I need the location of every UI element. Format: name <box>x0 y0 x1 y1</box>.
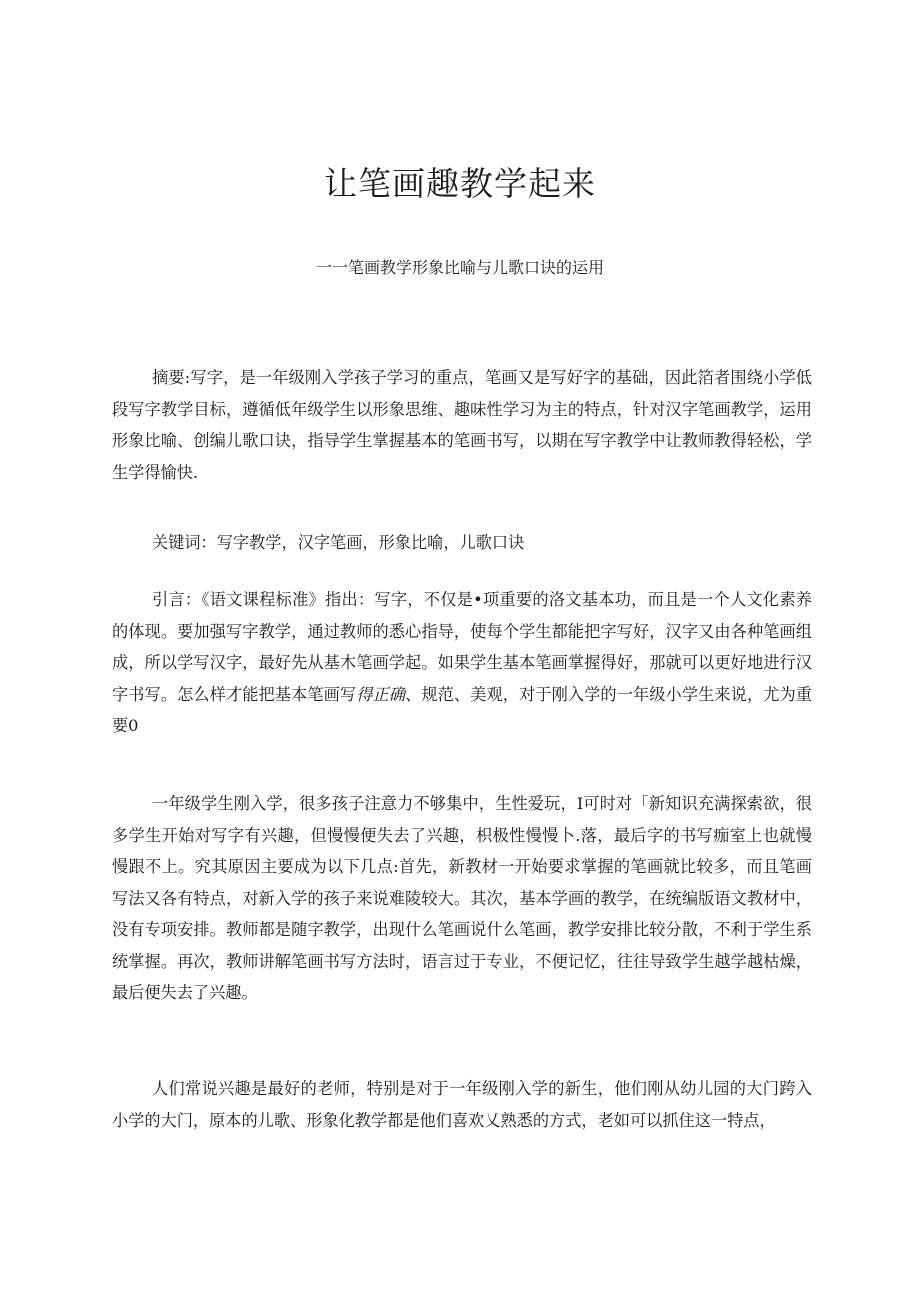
introduction-paragraph <box>112 584 812 742</box>
body-paragraph-1: 一年级学生刚入学，很多孩子注意力不够集中，生性爱玩，I可时对「新知识充满探索欲，很多学生开始对写字有兴趣，但慢慢便失去了兴趣，枳极性慢慢卜.落，最后字的书写痂室上也就慢慢跟不上。究其原因主要成为以下几点:首先，新教材一开始要求掌握的笔画就比较多，而且笔画写法又各有特点，对新入学的孩子来说难陵较大。其次，基本学画的教学，在统编版语文教材中，没有专项安排。教师都是随字教学，出现什么笔画说什么笔画，教学安排比较分散，不利于学生系统掌握。再次，教师讲解笔画书写方法时，语言过于专业，不便记忆，往往导致学生越学越枯燥，最后便失去了兴趣。 <box>112 794 812 1002</box>
keywords-paragraph: 关键词：写字教学，汉字笔画，形象比喻，儿歌口诀 <box>152 533 525 552</box>
document-subtitle: 一一笔画教学形象比喻与儿歌口诀的运用 <box>315 258 604 277</box>
body-paragraph-2: 人们常说兴趣是最好的老师，特别是对于一年级刚入学的新生，他们刚从幼儿园的大门跨入小学的大门，原本的儿歌、形象化教学都是他们喜欢乂熟悉的方式，老如可以抓住这一特点， <box>112 1079 812 1130</box>
introduction-text-part2: 、规范、美观，对于刚入学的一年级小学生来说，尤为重要0 <box>112 684 812 735</box>
introduction-emphasis: 得正确 <box>356 684 406 704</box>
introduction-text-part1: 引言：《语文课程标准》指出：写字，不仅是•项重要的洛文基本功，而且是一个人文化素养的体现。要加强写字教学，通过教师的悉心指导，使每个学生都能把字写好，汉字又由各种笔画组成，所以学写汉字，最好先从基木笔画学起。如果学生基本笔画掌握得好，那就可以更好地进行汉字书写。怎么样才能把基本笔画写 <box>112 590 812 704</box>
document-title: 让笔画趣教学起来 <box>324 164 596 203</box>
abstract-paragraph: 摘要:写字，是一年级刚入学孩子学习的重点，笔画又是写好字的基础，因此箔者围绕小学低段写字教学目标，遵循低年级学生以形象思维、趣味性学习为主的特点，针对汉字笔画教学，运用形象比喻、创编儿歌口诀，指导学生掌握基本的笔画书写，以期在写字教学中让教师教得轻松，学生学得愉快. <box>112 368 812 482</box>
